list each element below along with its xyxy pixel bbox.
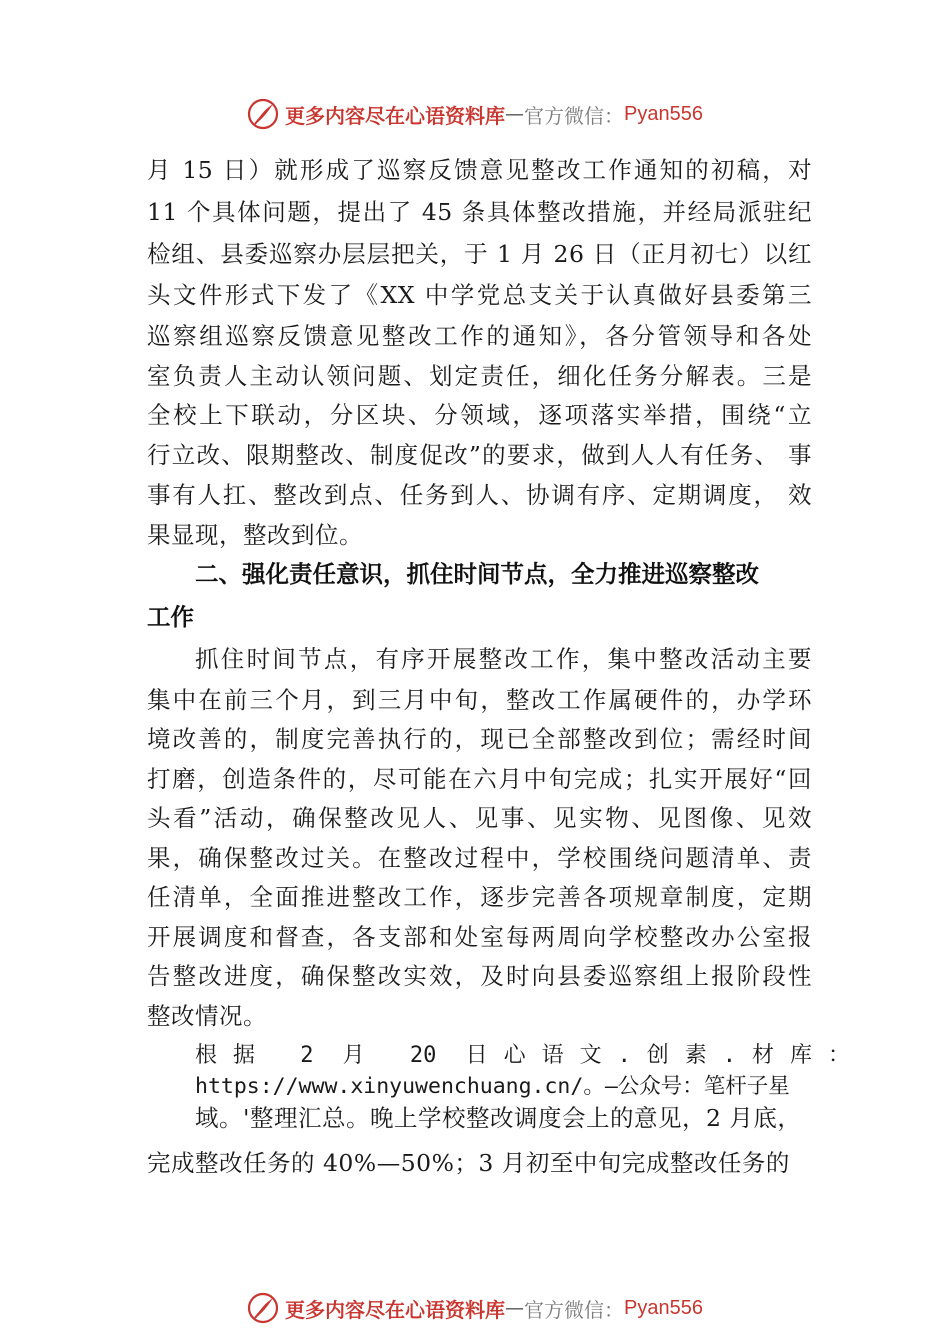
body-text-line: 行立改、限期整改、制度促改”的要求，做到人人有任务、 事 (147, 441, 812, 469)
quill-logo-icon (247, 98, 279, 130)
watermark-separator: — (505, 103, 525, 125)
watermark-brand: 更多内容尽在心语资料库 (285, 1297, 506, 1322)
body-text-line: 完成整改任务的 40%—50%；3 月初至中旬完成整改任务的 (147, 1149, 790, 1177)
body-text-line: 检组、县委巡察办层层把关，于 1 月 26 日（正月初七）以红 (147, 240, 812, 268)
watermark-wechat-id: Pyan556 (624, 1296, 703, 1319)
body-text-line: 告整改进度，确保整改实效，及时向县委巡察组上报阶段性 (147, 962, 812, 990)
watermark-banner-top (0, 94, 950, 134)
watermark-wechat-id: Pyan556 (624, 102, 703, 125)
section-heading: 二、强化责任意识，抓住时间节点，全力推进巡察整改 (195, 560, 759, 588)
body-text-line: 集中在前三个月，到三月中旬，整改工作属硬件的，办学环 (147, 686, 812, 714)
body-text-line: 11 个具体问题，提出了 45 条具体整改措施，并经局派驻纪 (147, 198, 812, 226)
body-text-line: 抓住时间节点，有序开展整改工作，集中整改活动主要 (195, 645, 812, 673)
quill-logo-icon (247, 1292, 279, 1324)
body-text-line: 域。'整理汇总。晚上学校整改调度会上的意见，2 月底， (195, 1104, 802, 1132)
body-text-line: 巡察组巡察反馈意见整改工作的通知》，各分管领导和各处 (147, 322, 812, 350)
body-text-line: 室负责人主动认领问题、划定责任，细化任务分解表。三是 (147, 362, 812, 390)
body-text-line: 打磨，创造条件的，尽可能在六月中旬完成；扎实开展好“回 (147, 765, 812, 793)
body-text-line: 根据 2 月 20 日心语文.创素.材库： (195, 1043, 850, 1068)
body-text-line: 头看”活动，确保整改见人、见事、见实物、见图像、见效 (147, 804, 812, 832)
section-heading-continued: 工作 (147, 603, 194, 631)
body-text-line: 头文件形式下发了《XX 中学党总支关于认真做好县委第三 (147, 281, 812, 309)
body-text-line: 月 15 日）就形成了巡察反馈意见整改工作通知的初稿，对 (147, 156, 812, 184)
body-text-line: 全校上下联动，分区块、分领域，逐项落实举措，围绕“立 (147, 401, 812, 429)
source-url-line: https://www.xinyuwenchuang.cn/。—公众号：笔杆子星 (195, 1074, 790, 1099)
watermark-wechat-label: 官方微信： (524, 1297, 625, 1322)
watermark-brand: 更多内容尽在心语资料库 (285, 103, 506, 128)
body-text-line: 任清单，全面推进整改工作，逐步完善各项规章制度，定期 (147, 883, 812, 911)
watermark-wechat-label: 官方微信： (524, 103, 625, 128)
body-text-line: 果显现，整改到位。 (147, 521, 363, 549)
body-text-line: 果，确保整改过关。在整改过程中，学校围绕问题清单、责 (147, 844, 812, 872)
body-text-line: 境改善的，制度完善执行的，现已全部整改到位；需经时间 (147, 725, 812, 753)
body-text-line: 开展调度和督查，各支部和处室每两周向学校整改办公室报 (147, 923, 812, 951)
body-text-line: 整改情况。 (147, 1002, 267, 1030)
watermark-separator: — (505, 1297, 525, 1319)
watermark-banner-bottom (0, 1288, 950, 1328)
body-text-line: 事有人扛、整改到点、任务到人、协调有序、定期调度， 效 (147, 481, 812, 509)
